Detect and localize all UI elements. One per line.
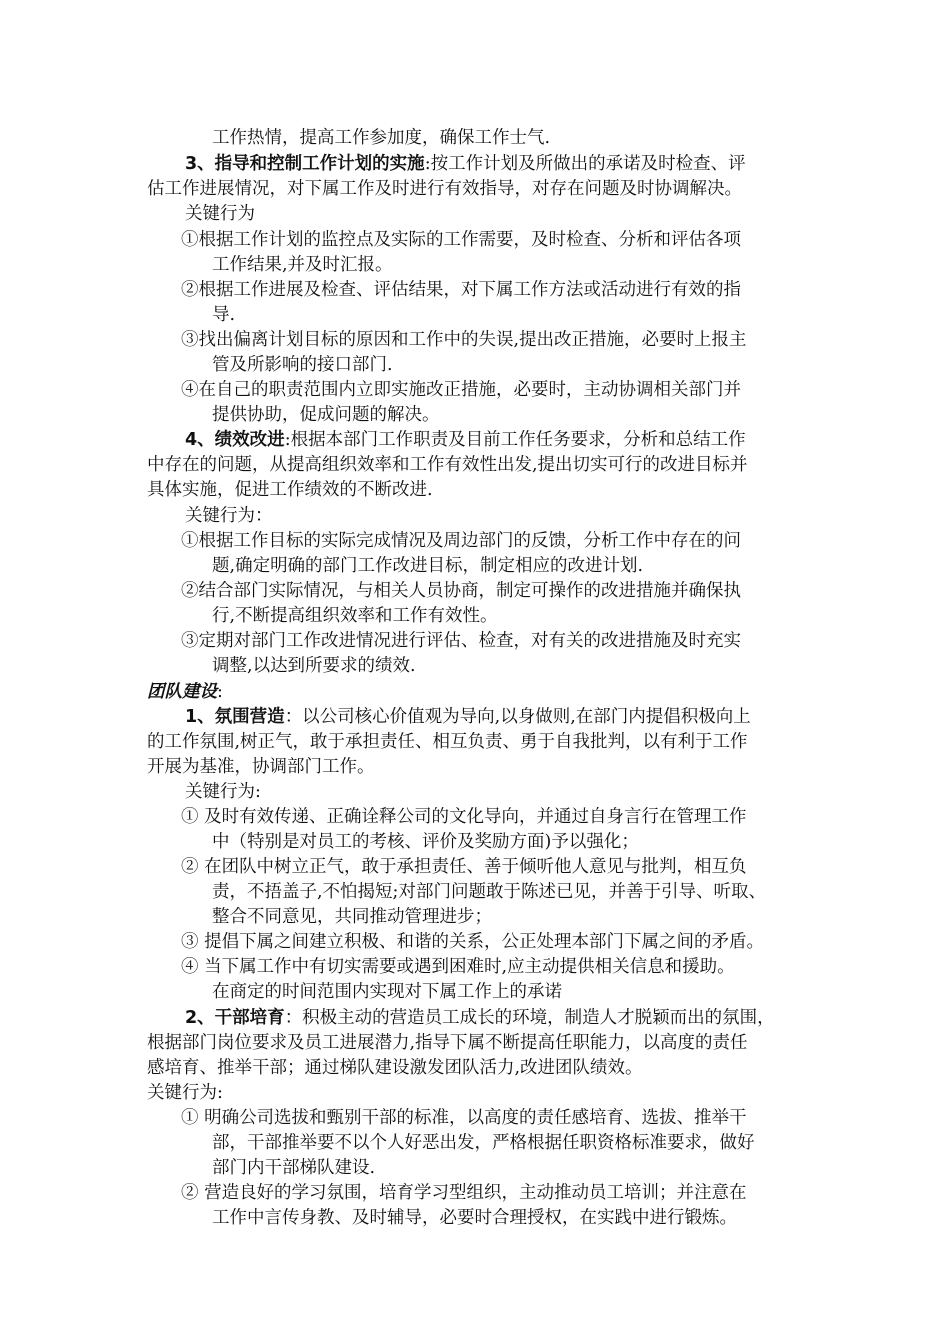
- team-2-line-1: [185, 1006, 775, 1030]
- section-3-text: :按工作计划及所做出的承诺及时检查、评: [424, 154, 746, 174]
- list-item: ① 及时有效传递、正确诠释公司的文化导向，并通过自身言行在管理工作: [181, 807, 747, 827]
- list-item: ②结合部门实际情况，与相关人员协商，制定可操作的改进措施并确保执: [181, 581, 741, 601]
- list-item-cont: 行,不断提高组织效率和工作有效性。: [212, 606, 498, 626]
- list-item: ③ 提倡下属之间建立积极、和谐的关系，公正处理本部门下属之间的矛盾。: [181, 932, 765, 952]
- list-item-cont: 部门内干部梯队建设.: [212, 1158, 376, 1178]
- list-item-cont: 题,确定明确的部门工作改进目标，制定相应的改进计划.: [212, 556, 644, 576]
- list-item-cont: 导.: [212, 305, 236, 325]
- list-item: ② 在团队中树立正气，敢于承担责任、善于倾听他人意见与批判，相互负: [181, 857, 747, 877]
- team-1-line-3: 开展为基准，协调部门工作。: [147, 757, 375, 777]
- list-item-cont: 调整,以达到所要求的绩效.: [212, 656, 416, 676]
- section-4-line-2: 中存在的问题，从提高组织效率和工作有效性出发,提出切实可行的改进目标并: [147, 455, 748, 475]
- team-1-key-label: 关键行为:: [185, 782, 261, 802]
- list-item: ③定期对部门工作改进情况进行评估、检查，对有关的改进措施及时充实: [181, 631, 741, 651]
- section-4-line-1: [185, 428, 746, 452]
- team-1-text: ：以公司核心价值观为导向,以身做则,在部门内提倡积极向上: [284, 707, 751, 727]
- list-item-cont: 提供协助，促成问题的解决。: [212, 405, 440, 425]
- list-item-cont: 工作结果,并及时汇报。: [212, 255, 393, 275]
- list-item: ④ 当下属工作中有切实需要或遇到困难时,应主动提供相关信息和援助。: [181, 957, 735, 977]
- section-3-key-label: 关键行为: [185, 204, 255, 224]
- team-2-line-2: 根据部门岗位要求及员工进展潜力,指导下属不断提高任职能力，以高度的责任: [147, 1033, 748, 1053]
- list-item-cont: 整合不同意见，共同推动管理进步；: [212, 907, 492, 927]
- list-item: ①根据工作计划的监控点及实际的工作需要，及时检查、分析和评估各项: [181, 230, 741, 250]
- list-item-cont: 责，不捂盖子,不怕揭短;对部门问题敢于陈述已见，并善于引导、听取、: [212, 882, 766, 902]
- list-item-cont: 管及所影响的接口部门.: [212, 355, 393, 375]
- section-3-line-2: 估工作进展情况，对下属工作及时进行有效指导，对存在问题及时协调解决。: [147, 179, 742, 199]
- team-1-line-1: [185, 705, 751, 729]
- list-item-cont: 工作中言传身教、及时辅导，必要时合理授权，在实践中进行锻炼。: [212, 1208, 737, 1228]
- list-item: ③找出偏离计划目标的原因和工作中的失误,提出改正措施，必要时上报主: [181, 330, 747, 350]
- list-item: ②根据工作进展及检查、评估结果，对下属工作方法或活动进行有效的指: [181, 280, 741, 300]
- section-4-line-3: 具体实施，促进工作绩效的不断改进.: [147, 480, 433, 500]
- list-item-cont: 部，干部推举要不以个人好恶出发，严格根据任职资格标准要求，做好: [212, 1133, 755, 1153]
- list-item: ② 营造良好的学习氛围，培育学习型组织，主动推动员工培训；并注意在: [181, 1183, 747, 1203]
- team-heading-text: 团队建设: [147, 682, 217, 702]
- team-2-title: 2、干部培育: [185, 1008, 285, 1028]
- team-2-text: ：积极主动的营造员工成长的环境，制造人才脱颖而出的氛围，: [284, 1008, 775, 1028]
- team-2-line-3: 感培育、推举干部；通过梯队建设激发团队活力,改进团队绩效。: [147, 1058, 643, 1078]
- list-item: ① 明确公司选拔和甄别干部的标准，以高度的责任感培育、选拔、推举干: [181, 1108, 747, 1128]
- list-item-cont: 中（特别是对员工的考核、评价及奖励方面)予以强化；: [212, 832, 639, 852]
- list-item-cont: 在商定的时间范围内实现对下属工作上的承诺: [212, 982, 562, 1002]
- section-4-title: 4、绩效改进: [185, 430, 285, 450]
- section-3-line-1: [185, 152, 746, 176]
- team-heading: [147, 680, 223, 704]
- continued-line: 工作热情，提高工作参加度，确保工作士气.: [212, 128, 551, 148]
- section-3-title: 3、指导和控制工作计划的实施: [185, 154, 425, 174]
- team-1-line-2: 的工作氛围,树正气，敢于承担责任、相互负责、勇于自我批判，以有利于工作: [147, 732, 748, 752]
- section-4-key-label: 关键行为：: [185, 506, 273, 526]
- list-item: ④在自己的职责范围内立即实施改正措施，必要时，主动协调相关部门并: [181, 380, 741, 400]
- list-item: ①根据工作目标的实际完成情况及周边部门的反馈，分析工作中存在的问: [181, 531, 741, 551]
- team-2-key-label: 关键行为:: [147, 1083, 223, 1103]
- section-4-text: :根据本部门工作职责及目前工作任务要求，分析和总结工作: [284, 430, 746, 450]
- team-1-title: 1、氛围营造: [185, 707, 285, 727]
- team-heading-colon: :: [217, 682, 223, 702]
